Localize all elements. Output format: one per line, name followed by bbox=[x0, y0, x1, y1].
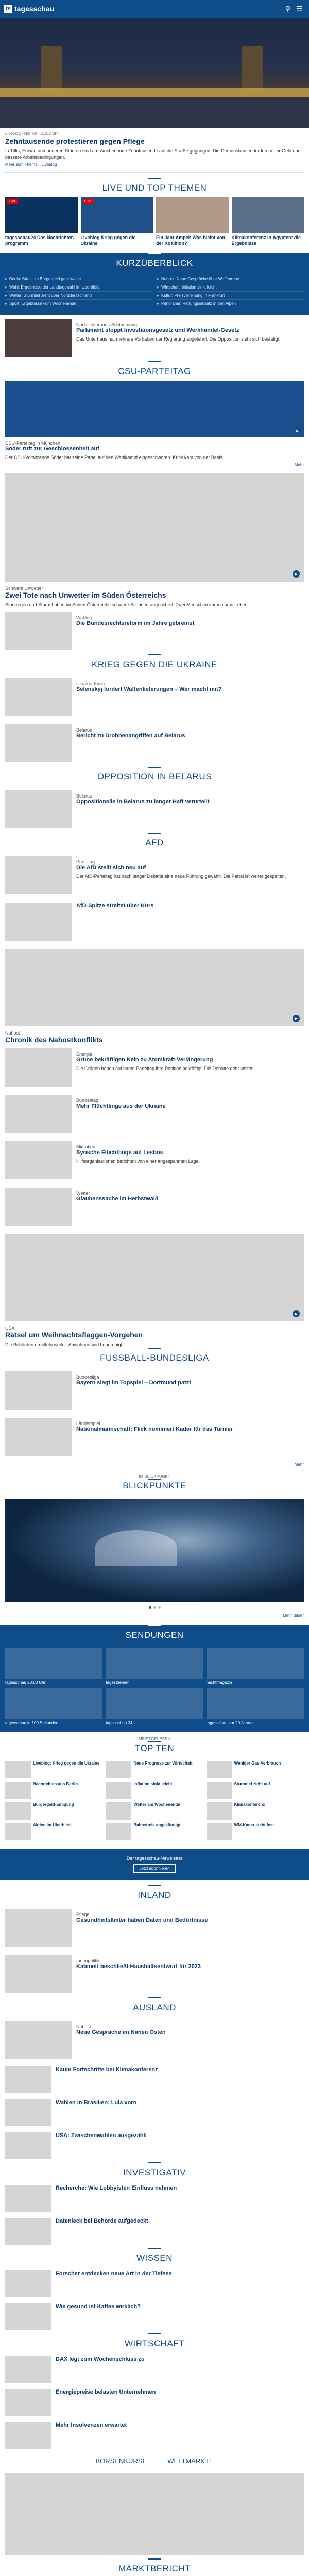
lead-link-2[interactable]: Liveblog bbox=[41, 162, 57, 167]
teaser-image bbox=[5, 856, 72, 894]
live-badge: LIVE bbox=[7, 199, 18, 204]
list-item[interactable]: Recherche: Wie Lobbyisten Einfluss nehmen bbox=[0, 2182, 309, 2215]
list-item[interactable]: Energiepreise belasten Unternehmen bbox=[0, 2386, 309, 2419]
teaser-headline[interactable]: Nationalmannschaft: Flick nominiert Kader für das Turnier bbox=[76, 1426, 233, 1433]
teaser-image bbox=[5, 2021, 72, 2059]
teaser-headline[interactable]: Bericht zu Drohnenangriffen auf Belarus bbox=[76, 732, 185, 739]
section-title-top: TOP TEN bbox=[0, 1741, 309, 1758]
live-card-label: Ein Jahr Ampel: Was bleibt von der Koalition? bbox=[156, 234, 225, 246]
teaser-image bbox=[5, 1141, 72, 1179]
teaser-headline[interactable]: AfD-Spitze streitet über Kurs bbox=[76, 902, 154, 909]
csu-image[interactable] bbox=[5, 381, 304, 437]
more-link[interactable]: Mehr Bilder bbox=[283, 1613, 304, 1618]
list-item[interactable]: DAX legt zum Wochenschluss zu bbox=[0, 2353, 309, 2386]
teaser-headline[interactable]: Grüne bekräftigen Nein zu Atomkraft-Verlängerung bbox=[76, 1057, 213, 1063]
teaser-dachzeile: Belarus bbox=[76, 793, 92, 799]
section-title-csu: CSU-PARTEITAG bbox=[0, 361, 309, 381]
teaser-text: Die Grünen haben auf ihrem Parteitag ihre Position bekräftigt. Die Debatte geht weiter. bbox=[76, 1066, 254, 1072]
live-card[interactable] bbox=[232, 197, 304, 246]
kurz-item[interactable]: ▸ Kultur: Preisverleihung in Frankfurt bbox=[157, 291, 304, 299]
live-strip bbox=[0, 197, 309, 246]
teaser-headline[interactable]: Die AfD stellt sich neu auf bbox=[76, 864, 146, 871]
section-title-inland: INLAND bbox=[0, 1885, 309, 1905]
teaser-row[interactable] bbox=[0, 1183, 309, 1230]
teaser-dachzeile: Pflege bbox=[76, 1912, 90, 1918]
carousel-dots[interactable] bbox=[0, 1606, 309, 1609]
tab-weltmaerkte[interactable]: WELTMÄRKTE bbox=[167, 2457, 214, 2465]
list-item[interactable]: Kaum Fortschritte bei Klimakonferenz bbox=[0, 2063, 309, 2096]
teaser-row[interactable] bbox=[0, 608, 309, 654]
section-title-live: LIVE UND TOP THEMEN bbox=[0, 178, 309, 197]
teaser-row[interactable] bbox=[0, 899, 309, 945]
teaser-image bbox=[5, 1095, 72, 1133]
teaser-headline[interactable]: Söder ruft zur Geschlossenheit auf bbox=[5, 446, 99, 452]
teaser-text: Hilfsorganisationen berichten von einer angespannten Lage. bbox=[76, 1159, 200, 1164]
kurz-item[interactable]: ▸ Wirtschaft: Inflation sinkt leicht bbox=[157, 283, 304, 291]
play-icon[interactable]: ▶ bbox=[293, 1310, 300, 1317]
blickpunkt-kicker: IM BLICKPUNKT bbox=[139, 1474, 170, 1479]
sendung-card[interactable]: tagesthemen bbox=[106, 1648, 203, 1685]
teaser-dachzeile: Bundesliga bbox=[76, 1375, 99, 1380]
teaser-row[interactable] bbox=[0, 786, 309, 833]
sendung-card[interactable]: tagesschau vor 20 Jahren bbox=[207, 1688, 304, 1726]
teaser-dachzeile: Nahost bbox=[5, 1030, 20, 1036]
teaser-dachzeile: Schwere Unwetter bbox=[5, 586, 43, 591]
teaser-text: Starkregen und Sturm haben im Süden Österreichs schwere Schäden angerichtet. Zwei Menschen kamen ums Leben. bbox=[5, 602, 249, 607]
search-icon[interactable]: ⚲ bbox=[285, 4, 291, 13]
teaser-row[interactable] bbox=[0, 1091, 309, 1137]
section-title-markt: MARKTBERICHT bbox=[0, 2558, 309, 2576]
list-item[interactable]: Wahlen in Brasilien: Lula vorn bbox=[0, 2096, 309, 2129]
teaser-image bbox=[5, 612, 72, 650]
teaser-row[interactable] bbox=[0, 674, 309, 720]
blickpunkt-image[interactable] bbox=[5, 1499, 304, 1602]
teaser-row[interactable] bbox=[0, 1414, 309, 1460]
sendung-card[interactable]: nachtmagazin bbox=[207, 1648, 304, 1685]
play-icon[interactable]: ▶ bbox=[293, 570, 300, 578]
teaser-image bbox=[5, 678, 72, 716]
top-item[interactable]: Aktien im Überblick bbox=[5, 1823, 102, 1840]
teaser-image bbox=[5, 903, 72, 941]
newsletter-text: Der tagesschau-Newsletter bbox=[126, 1856, 183, 1861]
teaser-image bbox=[5, 1418, 72, 1456]
live-card-label: tagesschau24 Das Nachrichtenprogramm bbox=[5, 234, 76, 246]
kurz-item[interactable]: ▸ Nahost: Neue Gespräche über Waffenruhe bbox=[157, 275, 304, 283]
teaser-row[interactable] bbox=[0, 1905, 309, 1951]
teaser-headline[interactable]: Selenskyj fordert Waffenlieferungen – Wer macht mit? bbox=[76, 686, 222, 692]
menu-icon[interactable]: ☰ bbox=[296, 4, 303, 13]
teaser-dachzeile: Migration bbox=[76, 1144, 96, 1150]
teaser-dachzeile: Ukraine-Krieg bbox=[76, 681, 105, 686]
live-card-label: Klimakonferenz in Ägypten: die Ergebnisse bbox=[231, 234, 301, 246]
teaser-headline[interactable]: Bayern siegt im Topspiel – Dortmund patzt bbox=[76, 1380, 191, 1386]
section-title-kurz: KURZÜBERBLICK bbox=[0, 253, 309, 273]
top-header bbox=[0, 0, 309, 18]
teaser-image bbox=[5, 1188, 72, 1226]
list-item[interactable]: Wie gesund ist Kaffee wirklich? bbox=[0, 2300, 309, 2333]
teaser-headline[interactable]: Neue Gespräche im Nahen Osten bbox=[76, 2029, 166, 2036]
section-title-bundesliga: FUSSBALL-BUNDESLIGA bbox=[0, 1348, 309, 1367]
section-title-blickpunkt: BLICKPUNKTE bbox=[0, 1479, 309, 1495]
teaser-dachzeile: Innenpolitik bbox=[76, 1958, 100, 1964]
teaser-dachzeile: Bundestag bbox=[76, 1098, 99, 1104]
lead-text: In Tiflis, Eriwan und anderen Städten sind am Wochenende Zehntausende auf die Straße gegangen. Die Demonstranten fordern mehr Geld und bessere Arbeitsbedingungen. bbox=[5, 148, 301, 160]
teaser-dachzeile: Länderspiel bbox=[76, 1421, 100, 1427]
section-title-belarus: OPPOSITION IN BELARUS bbox=[0, 767, 309, 786]
teaser-dachzeile: Parteitag bbox=[76, 859, 95, 865]
market-tabs bbox=[0, 2452, 309, 2470]
teaser-row[interactable] bbox=[0, 315, 309, 361]
list-item[interactable]: Datenleck bei Behörde aufgedeckt bbox=[0, 2215, 309, 2248]
teaser-image bbox=[5, 1955, 72, 1993]
section-title-wirtschaft: WIRTSCHAFT bbox=[0, 2333, 309, 2353]
live-card[interactable] bbox=[156, 197, 229, 246]
live-card[interactable] bbox=[5, 197, 78, 246]
section-title-afd: AFD bbox=[0, 833, 309, 852]
more-link[interactable]: Mehr bbox=[294, 1462, 304, 1467]
teaser-headline[interactable]: Parlament stoppt Investitionsgesetz und Werkhandel-Gesetz bbox=[76, 327, 239, 334]
video-placeholder[interactable] bbox=[5, 1234, 304, 1321]
top-item[interactable]: Nachrichten aus Berlin bbox=[5, 1782, 102, 1799]
video-placeholder[interactable] bbox=[5, 949, 304, 1026]
lead-meta: Liveblog · Nahost · 11:02 Uhr bbox=[5, 131, 59, 136]
top-item[interactable]: Sturmtief zieht auf bbox=[207, 1782, 304, 1799]
live-card-label: Liveblog Krieg gegen die Ukraine bbox=[80, 234, 136, 246]
teaser-text: Die Behörden ermitteln weiter. Anwohner sind beunruhigt. bbox=[5, 1342, 124, 1347]
lead-headline[interactable]: Zehntausende protestieren gegen Pflege bbox=[5, 137, 145, 145]
tab-boersenkurse[interactable]: BÖRSENKURSE bbox=[95, 2457, 147, 2465]
section-title-sendungen: SENDUNGEN bbox=[0, 1625, 309, 1645]
teaser-row[interactable] bbox=[0, 720, 309, 767]
top-item[interactable]: WM-Kader steht fest bbox=[207, 1823, 304, 1840]
teaser-dachzeile: Nahost bbox=[76, 2024, 91, 2030]
play-icon[interactable]: ▶ bbox=[293, 1015, 300, 1022]
teaser-headline[interactable]: Mehr Flüchtlinge aus der Ukraine bbox=[76, 1103, 166, 1110]
teaser-headline[interactable]: Chronik des Nahostkonflikts bbox=[5, 1035, 103, 1044]
teaser-headline[interactable]: Oppositionelle in Belarus zu langer Haft verurteilt bbox=[76, 798, 210, 805]
kurz-item[interactable]: ▸ Panorama: Rettungseinsatz in den Alpen bbox=[157, 299, 304, 308]
teaser-image bbox=[5, 1048, 72, 1087]
list-item[interactable]: USA: Zwischenwahlen ausgezählt bbox=[0, 2129, 309, 2162]
sendung-card[interactable]: tagesschau 20:00 Uhr bbox=[5, 1648, 102, 1685]
teaser-dachzeile: Wetter bbox=[76, 1191, 90, 1196]
kurzueberblick-box bbox=[0, 253, 309, 315]
logo-text: tagesschau bbox=[14, 5, 55, 13]
newsletter-button[interactable]: Jetzt abonnieren bbox=[133, 1864, 175, 1873]
teaser-image bbox=[5, 319, 72, 357]
kurz-item[interactable]: ▸ Berlin: Streit um Bürgergeld geht weiter bbox=[5, 275, 152, 283]
teaser-dachzeile: CSU-Parteitag in München bbox=[5, 440, 61, 446]
teaser-image bbox=[5, 790, 72, 828]
teaser-row[interactable] bbox=[0, 1137, 309, 1183]
sendung-card[interactable]: tagesschau in 100 Sekunden bbox=[5, 1688, 102, 1726]
logo[interactable] bbox=[4, 5, 54, 13]
top-kicker: MEISTGELESEN bbox=[138, 1737, 171, 1742]
teaser-headline[interactable]: Rätsel um Weihnachtsflaggen-Vorgehen bbox=[5, 1331, 143, 1340]
logo-mark-icon: ts bbox=[4, 5, 12, 13]
top-item[interactable]: Wetter am Wochenende bbox=[106, 1802, 203, 1820]
newsletter-box bbox=[0, 1849, 309, 1880]
list-item[interactable]: Forscher entdecken neue Art in der Tiefsee bbox=[0, 2267, 309, 2300]
kurz-item[interactable]: ▸ Wahl: Ergebnisse der Landtagswahl im Überblick bbox=[5, 283, 152, 291]
teaser-headline[interactable]: Syrische Flüchtlinge auf Lesbos bbox=[76, 1149, 163, 1156]
top-item[interactable]: Weniger Gas-Verbrauch bbox=[207, 1761, 304, 1778]
market-chart-placeholder[interactable] bbox=[5, 2473, 304, 2555]
teaser-dachzeile: Energie bbox=[76, 1052, 93, 1057]
teaser-text: Das Unterhaus hat mehrere Vorhaben der Regierung abgelehnt. Die Opposition sieht sich bestätigt. bbox=[76, 336, 281, 342]
sendungen-box bbox=[0, 1625, 309, 1732]
sendung-card[interactable]: tagesschau 24 bbox=[106, 1688, 203, 1726]
lead-image[interactable] bbox=[0, 18, 309, 128]
section-title-wissen: WISSEN bbox=[0, 2248, 309, 2267]
top-item[interactable]: Neue Prognose zur Wirtschaft bbox=[106, 1761, 203, 1778]
section-title-ausland: AUSLAND bbox=[0, 1997, 309, 2017]
live-card[interactable] bbox=[81, 197, 153, 246]
teaser-headline[interactable]: Zwei Tote nach Unwetter im Süden Österreichs bbox=[5, 591, 166, 600]
teaser-row[interactable] bbox=[0, 1367, 309, 1414]
teaser-row[interactable] bbox=[0, 1951, 309, 1997]
teaser-dachzeile: Wahlen bbox=[76, 615, 92, 620]
more-link[interactable]: Mehr bbox=[294, 463, 304, 468]
teaser-dachzeile: Belarus bbox=[76, 727, 92, 733]
play-icon[interactable]: ▶ bbox=[294, 427, 301, 434]
list-item[interactable]: Mehr Insolvenzen erwartet bbox=[0, 2419, 309, 2452]
top-item[interactable]: Liveblog: Krieg gegen die Ukraine bbox=[5, 1761, 102, 1778]
video-placeholder[interactable] bbox=[5, 473, 304, 582]
teaser-row[interactable] bbox=[0, 1044, 309, 1091]
teaser-image bbox=[5, 1371, 72, 1410]
teaser-row[interactable] bbox=[0, 2017, 309, 2063]
teaser-text: Der CSU-Vorsitzende Söder hat seine Partei auf den Wahlkampf eingeschworen. Kritik kam von der Basis. bbox=[5, 455, 224, 461]
teaser-headline[interactable]: Glaubenssache im Herbstwald bbox=[76, 1196, 159, 1202]
teaser-headline[interactable]: Die Bundesrechtsreform im Jahre gebremst bbox=[76, 620, 195, 626]
teaser-image bbox=[5, 724, 72, 762]
teaser-dachzeile: USA bbox=[5, 1326, 15, 1331]
top-item[interactable]: Inflation sinkt leicht bbox=[106, 1782, 203, 1799]
teaser-row[interactable] bbox=[0, 852, 309, 899]
kurz-item[interactable]: ▸ Sport: Ergebnisse vom Wochenende bbox=[5, 299, 152, 308]
section-title-investigativ: INVESTIGATIV bbox=[0, 2162, 309, 2182]
top-item[interactable]: Klimakonferenz bbox=[207, 1802, 304, 1820]
teaser-text: Der AfD-Parteitag hat nach langer Debatte eine neue Führung gewählt. Die Partei ist weiter gespalten. bbox=[76, 873, 286, 879]
top-item[interactable]: Bürgergeld-Einigung bbox=[5, 1802, 102, 1820]
section-title-ukraine: KRIEG GEGEN DIE UKRAINE bbox=[0, 654, 309, 674]
live-badge: LIVE bbox=[83, 199, 94, 204]
teaser-image bbox=[5, 1909, 72, 1947]
lead-link-1[interactable]: Mehr zum Thema bbox=[5, 162, 38, 167]
teaser-headline[interactable]: Gesundheitsämter haben Daten und Bedürfnisse bbox=[76, 1917, 208, 1924]
kurz-item[interactable]: ▸ Wetter: Sturmtief zieht über Norddeutschland bbox=[5, 291, 152, 299]
top-item[interactable]: Bahnstreik angekündigt bbox=[106, 1823, 203, 1840]
teaser-dachzeile: Nach Unterhaus-Abstimmung bbox=[76, 322, 138, 328]
teaser-headline[interactable]: Kabinett beschließt Haushaltsentwurf für 2023 bbox=[76, 1963, 201, 1970]
